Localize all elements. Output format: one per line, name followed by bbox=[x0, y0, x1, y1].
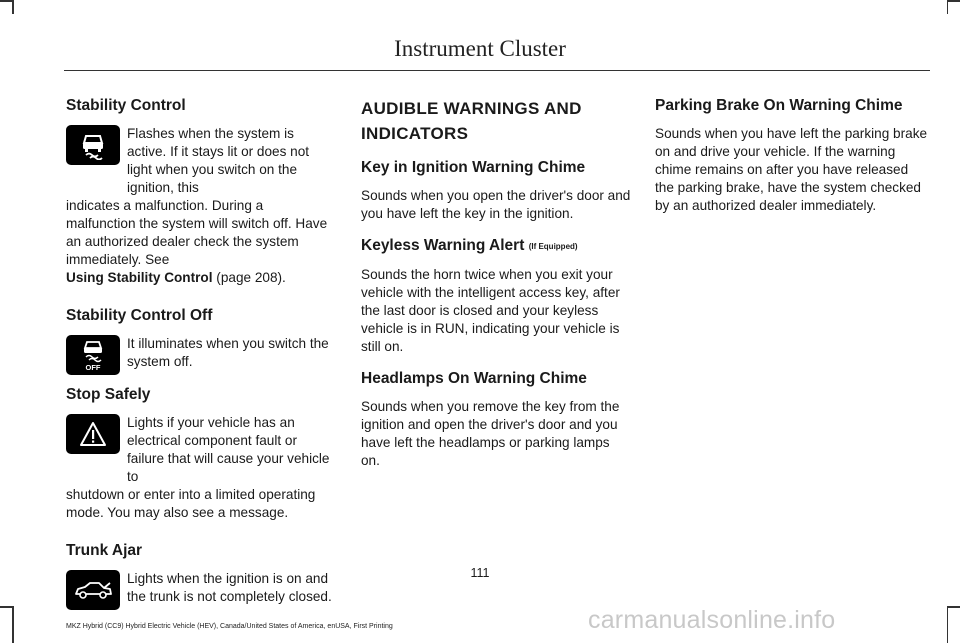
stop-safely-wrap-text: Lights if your vehicle has an electrical component fault or failure that will cause your vehicle to bbox=[127, 415, 330, 484]
stability-control-heading: Stability Control bbox=[66, 97, 186, 114]
stop-safely-section bbox=[66, 385, 336, 522]
stop-safely-heading: Stop Safely bbox=[66, 386, 151, 403]
headlamps-section bbox=[361, 369, 631, 470]
crop-mark-top-right-v bbox=[947, 0, 949, 14]
key-ignition-heading: Key in Ignition Warning Chime bbox=[361, 159, 586, 176]
stability-control-off-icon bbox=[66, 335, 120, 375]
stability-control-body bbox=[66, 125, 336, 287]
using-stability-control-link[interactable]: Using Stability Control bbox=[66, 270, 213, 285]
stability-control-page-ref: (page 208). bbox=[212, 270, 286, 285]
stability-control-section bbox=[66, 96, 336, 287]
crop-mark-bottom-left-v bbox=[12, 606, 14, 643]
key-ignition-section bbox=[361, 158, 631, 223]
middle-column bbox=[361, 96, 631, 470]
section-title-line2: INDICATORS bbox=[361, 124, 469, 143]
right-column bbox=[655, 96, 930, 215]
keyless-heading-note: (If Equipped) bbox=[528, 242, 578, 251]
stability-off-icon-label: OFF bbox=[85, 363, 101, 372]
section-title-line1: AUDIBLE WARNINGS AND bbox=[361, 99, 582, 118]
stability-control-text-main: indicates a malfunction. During a malfunction the system will switch off. Have an authorized dealer check the system immediately. See bbox=[66, 198, 328, 267]
crop-mark-bottom-right-v bbox=[947, 606, 949, 643]
watermark: carmanualsonline.info bbox=[588, 606, 836, 634]
crop-mark-top-left bbox=[0, 0, 12, 2]
warning-triangle-icon bbox=[66, 414, 120, 454]
crop-mark-top-right bbox=[948, 0, 960, 2]
trunk-ajar-heading: Trunk Ajar bbox=[66, 542, 143, 559]
crop-mark-bottom-left bbox=[0, 606, 12, 608]
section-title bbox=[361, 96, 631, 146]
stability-control-icon bbox=[66, 125, 120, 165]
crop-mark-bottom-right bbox=[948, 606, 960, 608]
key-ignition-text: Sounds when you open the driver's door and you have left the key in the ignition. bbox=[361, 188, 631, 221]
stability-control-off-section bbox=[66, 306, 336, 377]
stop-safely-text: shutdown or enter into a limited operating mode. You may also see a message. bbox=[66, 487, 316, 520]
stability-control-off-heading: Stability Control Off bbox=[66, 307, 213, 324]
stability-control-text bbox=[66, 197, 336, 287]
header-rule bbox=[64, 70, 930, 71]
page-number: 111 bbox=[470, 566, 490, 580]
trunk-ajar-text: Lights when the ignition is on and the trunk is not completely closed. bbox=[127, 571, 332, 604]
footer-text: MKZ Hybrid (CC9) Hybrid Electric Vehicle (HEV), Canada/United States of America, enUSA, First Printing bbox=[66, 623, 393, 630]
parking-brake-heading: Parking Brake On Warning Chime bbox=[655, 97, 903, 114]
keyless-heading-text: Keyless Warning Alert bbox=[361, 237, 525, 254]
keyless-section bbox=[361, 236, 631, 356]
parking-brake-section bbox=[655, 96, 930, 215]
headlamps-text: Sounds when you remove the key from the ignition and open the driver's door and you have left the headlamps or parking lamps on. bbox=[361, 399, 620, 468]
stability-control-off-text: It illuminates when you switch the system off. bbox=[127, 336, 329, 369]
left-column bbox=[66, 96, 336, 610]
keyless-text: Sounds the horn twice when you exit your vehicle with the intelligent access key, after the last door is closed and your keyless vehicle is in RUN, indicating your vehicle is still on. bbox=[361, 267, 620, 354]
stability-control-wrap-text: Flashes when the system is active. If it stays lit or does not light when you switch on the ignition, this bbox=[127, 126, 310, 195]
stop-safely-body bbox=[66, 414, 336, 522]
page-header-title: Instrument Cluster bbox=[394, 36, 566, 61]
headlamps-heading: Headlamps On Warning Chime bbox=[361, 370, 587, 387]
parking-brake-text: Sounds when you have left the parking brake on and drive your vehicle. If the warning chime remains on after you have released the parking brake, have the system checked by an authorized dealer immediately. bbox=[655, 126, 928, 213]
stability-control-off-body bbox=[66, 335, 336, 377]
keyless-heading bbox=[361, 236, 631, 257]
crop-mark-top-left-v bbox=[12, 0, 14, 14]
